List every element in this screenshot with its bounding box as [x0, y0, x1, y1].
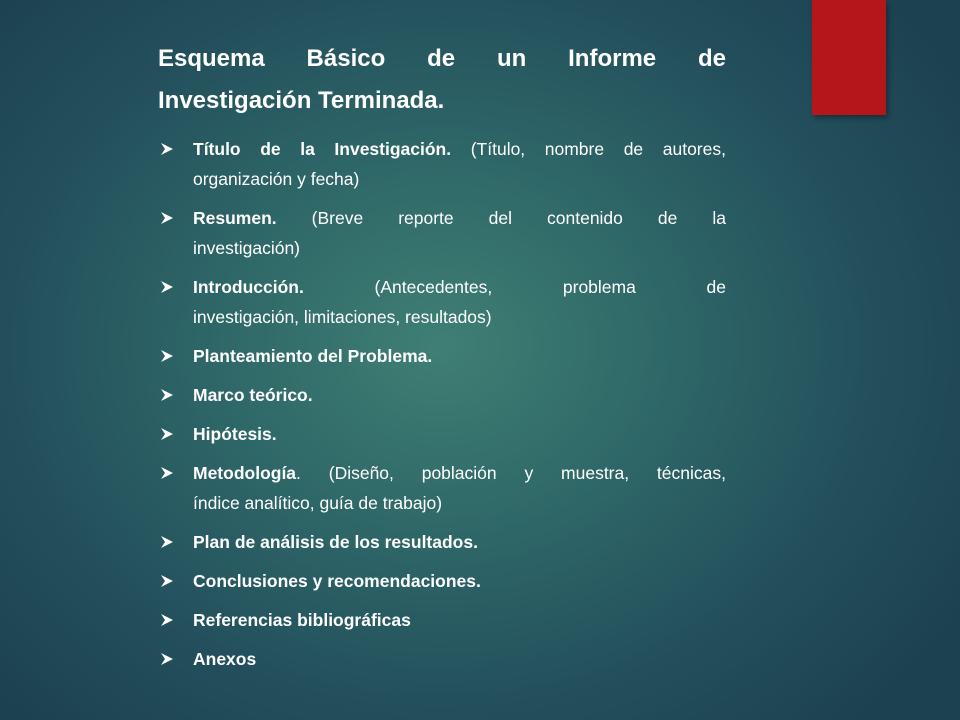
arrow-bullet-icon: [160, 380, 174, 402]
arrow-bullet-icon: [160, 566, 174, 588]
list-item: [158, 458, 726, 518]
item-detail-cont: investigación): [193, 238, 300, 258]
arrow-bullet-icon: [160, 272, 174, 294]
item-title: Resumen.: [193, 208, 277, 228]
item-title: Marco teórico.: [193, 385, 313, 405]
title-line-1: Esquema Básico de un Informe de: [158, 45, 726, 72]
item-detail-cont: índice analítico, guía de trabajo): [193, 493, 443, 513]
list-item: [158, 566, 726, 596]
item-detail: (Título, nombre de autores,: [451, 139, 726, 159]
item-detail: (Antecedentes, problema de: [303, 277, 726, 297]
item-title: Planteamiento del Problema.: [193, 346, 433, 366]
title-line-2: Investigación Terminada.: [158, 87, 445, 114]
item-detail-cont: organización y fecha): [193, 169, 360, 189]
item-title: Hipótesis.: [193, 424, 277, 444]
arrow-bullet-icon: [160, 458, 174, 480]
list-item: [158, 341, 726, 371]
list-item: [158, 605, 726, 635]
arrow-bullet-icon: [160, 419, 174, 441]
item-detail-cont: investigación, limitaciones, resultados): [193, 307, 492, 327]
list-item: [158, 203, 726, 263]
list-item: [158, 380, 726, 410]
bullet-list: [158, 134, 726, 683]
arrow-bullet-icon: [160, 134, 174, 156]
red-accent-bar: [812, 0, 886, 115]
arrow-bullet-icon: [160, 341, 174, 363]
arrow-bullet-icon: [160, 527, 174, 549]
item-title-dot: .: [296, 463, 301, 483]
list-item: [158, 134, 726, 194]
arrow-bullet-icon: [160, 644, 174, 666]
list-item: [158, 527, 726, 557]
item-title: Anexos: [193, 649, 257, 669]
item-title: Referencias bibliográficas: [193, 610, 411, 630]
item-title: Metodología: [193, 463, 297, 483]
list-item: [158, 644, 726, 674]
slide-title: [158, 38, 726, 122]
list-item: [158, 419, 726, 449]
arrow-bullet-icon: [160, 605, 174, 627]
item-detail: (Diseño, población y muestra, técnicas,: [300, 463, 726, 483]
item-detail: (Breve reporte del contenido de la: [276, 208, 726, 228]
item-title: Conclusiones y recomendaciones.: [193, 571, 481, 591]
list-item: [158, 272, 726, 332]
item-title: Plan de análisis de los resultados.: [193, 532, 478, 552]
item-title: Título de la Investigación.: [193, 139, 452, 159]
arrow-bullet-icon: [160, 203, 174, 225]
item-title: Introducción.: [193, 277, 304, 297]
